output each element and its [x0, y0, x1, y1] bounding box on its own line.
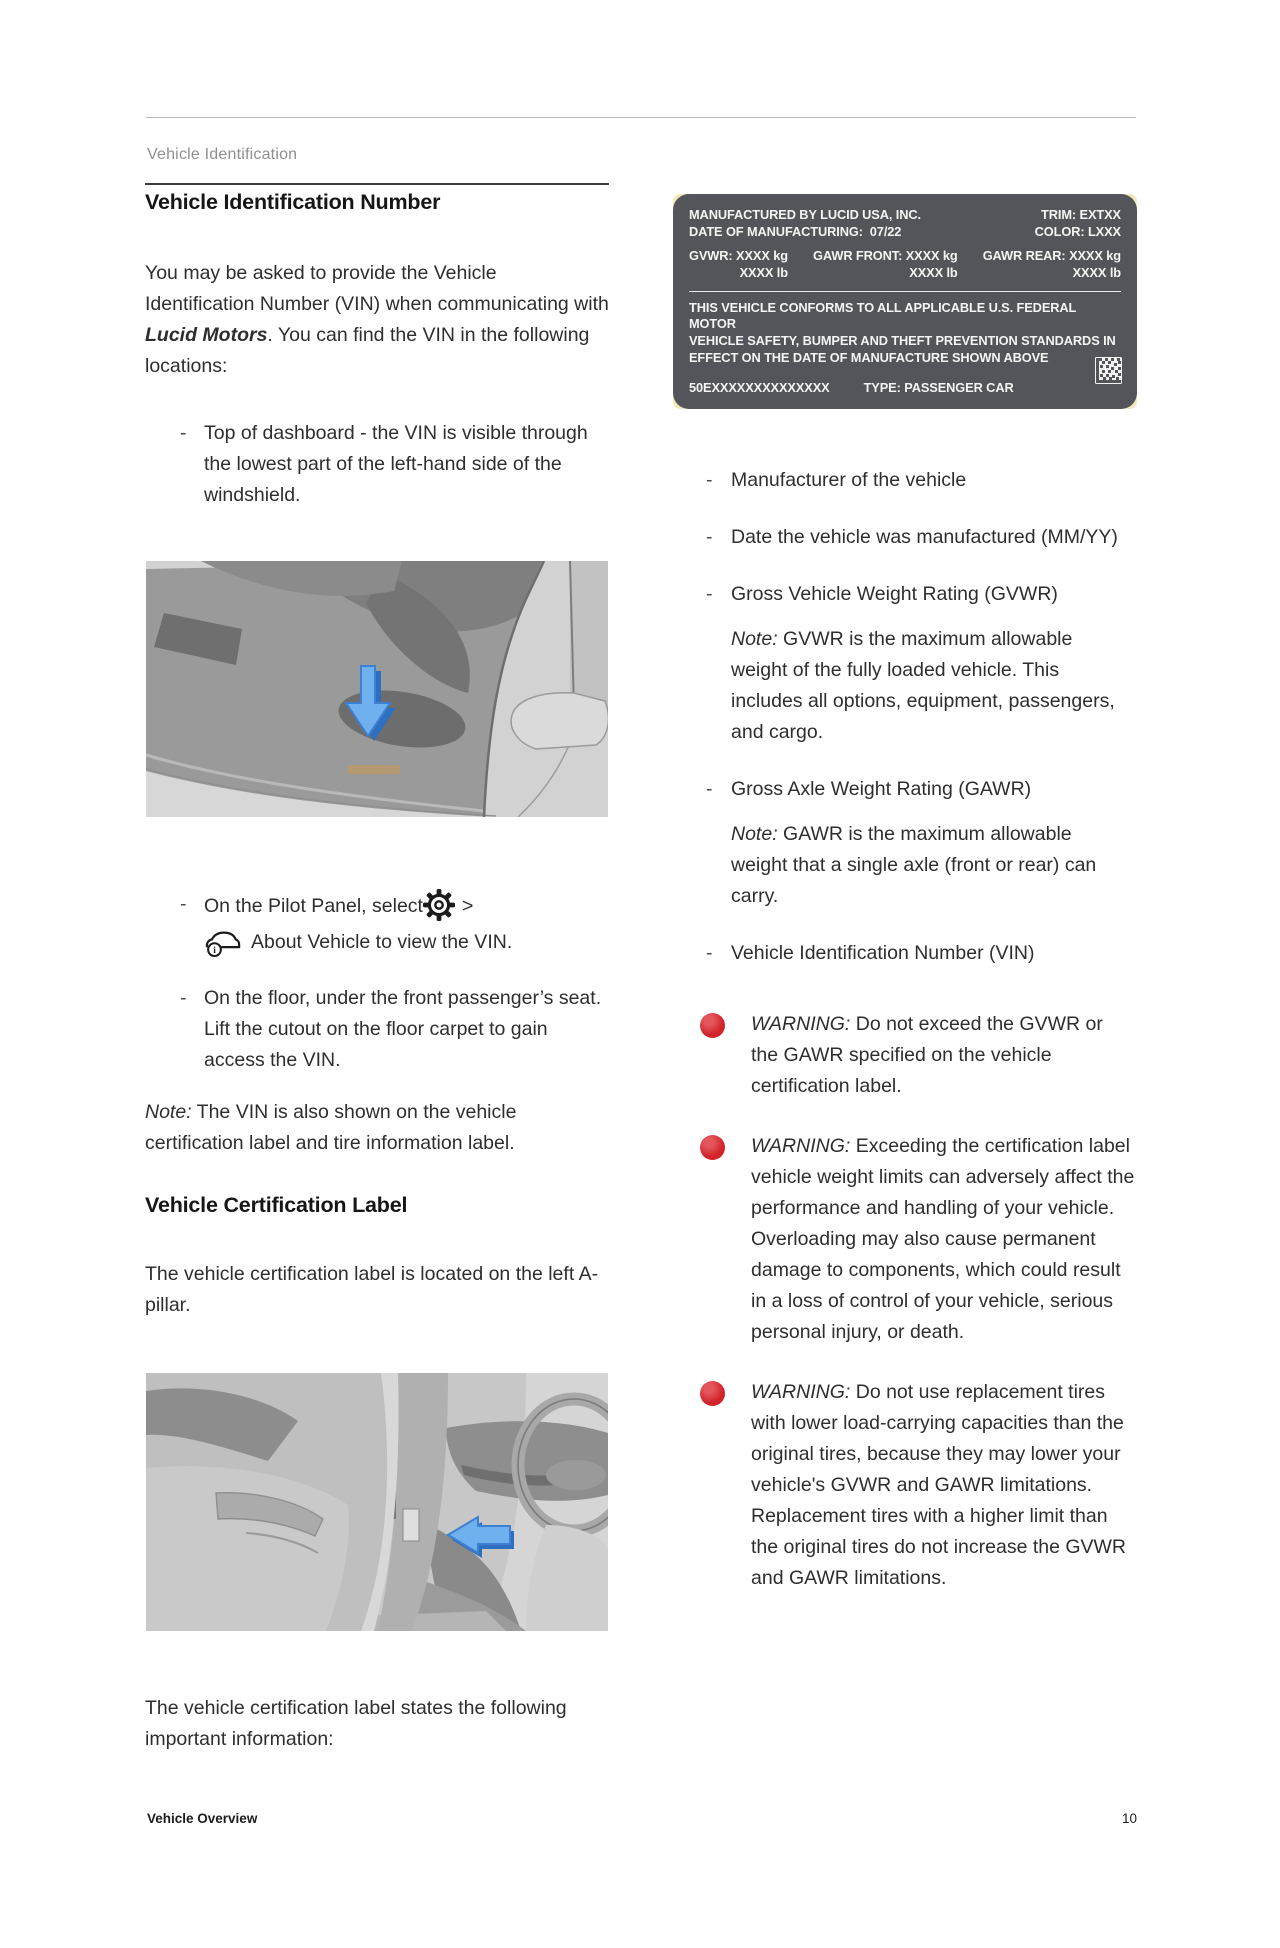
intro-text-2: . You can find the VIN in the following locations:: [145, 324, 590, 377]
bullet-dash: -: [180, 893, 187, 915]
cert-label-heading: Vehicle Certification Label: [145, 1193, 408, 1217]
gvwr-rating: [689, 248, 788, 282]
side-mirror: [511, 693, 608, 749]
warning-text: [751, 1009, 1137, 1102]
list-item-floor: [145, 983, 611, 1076]
intro-text: You may be asked to provide the Vehicle Identification Number (VIN) when communicating with: [145, 262, 609, 315]
gawr-front-kg: XXXX kg: [905, 247, 958, 263]
bullet-dash: -: [706, 778, 713, 801]
gawr-front-lb: XXXX lb: [909, 264, 958, 280]
list-item-text: Gross Axle Weight Rating (GAWR): [731, 778, 1032, 801]
certification-label: [673, 194, 1137, 409]
vin-value: 50EXXXXXXXXXXXXXX: [689, 380, 830, 396]
date-label: DATE OF MANUFACTURING:: [689, 223, 863, 239]
label-header-row: [689, 207, 1121, 241]
footer-page-number: 10: [1121, 1811, 1137, 1826]
list-item-text: Vehicle Identification Number (VIN): [731, 942, 1035, 965]
label-header-right: [1035, 207, 1121, 241]
warning-text: [751, 1131, 1137, 1348]
vin-note: [145, 1097, 611, 1159]
page-title: Vehicle Identification Number: [145, 190, 441, 214]
vehicle-type: TYPE: PASSENGER CAR: [863, 380, 1014, 396]
warning-body: Exceeding the certification label vehicle weight limits can adversely affect the performance and handling of your vehicle. Overloading may also cause permanent damage to components, which could result in a loss of control of your vehicle, serious personal injury, or death.: [751, 1135, 1135, 1344]
gawr-rear-lb: XXXX lb: [1072, 264, 1121, 280]
label-info-list: [673, 465, 1137, 969]
certification-label-marker: [403, 1509, 419, 1541]
brand-name: Lucid Motors: [145, 324, 268, 346]
list-item-pilot-panel: [145, 889, 611, 959]
gvwr-note: [673, 624, 1137, 748]
gawr-rear-kg: XXXX kg: [1069, 247, 1121, 263]
pilot-panel-line2: [204, 925, 611, 959]
conformity-line: VEHICLE SAFETY, BUMPER AND THEFT PREVENTION STANDARDS IN: [689, 333, 1116, 349]
list-item-text: About Vehicle to view the VIN.: [251, 931, 513, 953]
list-item-text: Gross Vehicle Weight Rating (GVWR): [731, 583, 1058, 606]
gawr-rear-rating: [983, 248, 1121, 282]
left-column: [145, 183, 611, 1775]
gvwr-label: GVWR:: [689, 247, 733, 263]
list-item-text: On the floor, under the front passenger’s seat. Lift the cutout on the floor carpet to gain access the VIN.: [204, 987, 602, 1071]
manufacture-date: [689, 224, 921, 241]
color-code: COLOR: LXXX: [1034, 223, 1121, 239]
footer-section: Vehicle Overview: [147, 1811, 258, 1826]
gawr-front-label: GAWR FRONT:: [813, 247, 903, 263]
settings-gear-icon: [423, 889, 455, 921]
list-item-vin: [673, 938, 1137, 969]
page-footer: [147, 1811, 1137, 1826]
warning-body: Do not use replacement tires with lower load-carrying capacities than the original tires, because they may lower your vehicle's GVWR and GAWR limitations. Replacement tires with a higher limit than the original tires do not increase the GVWR and GAWR limitations.: [751, 1381, 1127, 1590]
list-item-manufacturer: [673, 465, 1137, 496]
vin-plate: [348, 765, 400, 774]
warning-item: [673, 1377, 1137, 1594]
warning-text: [751, 1377, 1137, 1594]
conformity-statement: [689, 300, 1121, 368]
vin-location-list: [145, 418, 611, 1076]
warnings-section: [673, 1009, 1137, 1594]
bullet-dash: -: [706, 583, 713, 606]
warning-red-dot-icon: [700, 1135, 725, 1160]
trim-code: TRIM: EXTXX: [1041, 207, 1121, 222]
note-text: GVWR is the maximum allowable weight of the fully loaded vehicle. This includes all options, equipment, passengers, and cargo.: [731, 628, 1115, 744]
cert-states-paragraph: The vehicle certification label states the following important information:: [145, 1697, 567, 1750]
list-item-dashboard: [145, 418, 611, 511]
list-item-text: On the Pilot Panel, select: [204, 895, 423, 917]
list-item-text: Manufacturer of the vehicle: [731, 469, 967, 492]
bullet-dash: -: [180, 987, 187, 1009]
data-matrix-icon: [1095, 357, 1122, 384]
label-vin-row: [689, 380, 1121, 397]
label-divider: [689, 291, 1121, 292]
conformity-line: THIS VEHICLE CONFORMS TO ALL APPLICABLE U.S. FEDERAL MOTOR: [689, 299, 1077, 332]
label-header-left: [689, 207, 921, 241]
list-item-text: Date the vehicle was manufactured (MM/YY): [731, 526, 1118, 549]
manufactured-by: MANUFACTURED BY LUCID USA, INC.: [689, 207, 921, 222]
note-label: Note:: [731, 628, 778, 651]
bullet-dash: -: [706, 942, 713, 965]
note-text: The VIN is also shown on the vehicle certification label and tire information label.: [145, 1101, 517, 1154]
list-item-gvwr: [673, 579, 1137, 610]
warning-item: [673, 1009, 1137, 1102]
bullet-dash: -: [706, 469, 713, 492]
gawr-note: [673, 819, 1137, 912]
certification-label-sticker: [673, 194, 1137, 409]
right-column: [673, 183, 1137, 1775]
bullet-dash: -: [706, 526, 713, 549]
bullet-dash: -: [180, 422, 187, 444]
gvwr-lb: XXXX lb: [739, 264, 788, 280]
warning-label: WARNING:: [751, 1135, 851, 1158]
date-value: 07/22: [869, 223, 902, 239]
warning-item: [673, 1131, 1137, 1348]
gawr-rear-label: GAWR REAR:: [982, 247, 1066, 263]
conformity-line: EFFECT ON THE DATE OF MANUFACTURE SHOWN ABOVE: [689, 350, 1049, 366]
windshield-vin-image: [146, 561, 608, 817]
warning-body: Do not exceed the GVWR or the GAWR specified on the vehicle certification label.: [751, 1013, 1103, 1098]
warning-red-dot-icon: [700, 1013, 725, 1038]
warning-label: WARNING:: [751, 1381, 851, 1404]
about-vehicle-icon: [204, 925, 242, 959]
heading-rule: [145, 183, 609, 185]
intro-paragraph: [145, 258, 611, 382]
interior-illustration: [146, 1373, 608, 1631]
svg-text:i: i: [213, 946, 216, 957]
list-item-date: [673, 522, 1137, 553]
cert-location-paragraph: The vehicle certification label is located on the left A-pillar.: [145, 1263, 599, 1316]
note-text: GAWR is the maximum allowable weight that a single axle (front or rear) can carry.: [731, 823, 1097, 908]
note-label: Note:: [145, 1101, 192, 1123]
chevron-right: >: [461, 895, 474, 917]
gawr-front-rating: [813, 248, 958, 282]
list-item-text: Top of dashboard - the VIN is visible through the lowest part of the left-hand side of the windshield.: [204, 422, 588, 506]
gvwr-kg: XXXX kg: [736, 247, 788, 263]
warning-label: WARNING:: [751, 1013, 851, 1036]
note-label: Note:: [731, 823, 778, 846]
two-column-layout: [145, 183, 1137, 1775]
section-eyebrow: Vehicle Identification: [147, 146, 298, 163]
weight-ratings-row: [689, 248, 1121, 282]
a-pillar-label-image: [146, 1373, 608, 1631]
top-divider: [146, 117, 1136, 118]
windshield-illustration: [146, 561, 608, 817]
list-item-gawr: [673, 774, 1137, 805]
warning-red-dot-icon: [700, 1381, 725, 1406]
